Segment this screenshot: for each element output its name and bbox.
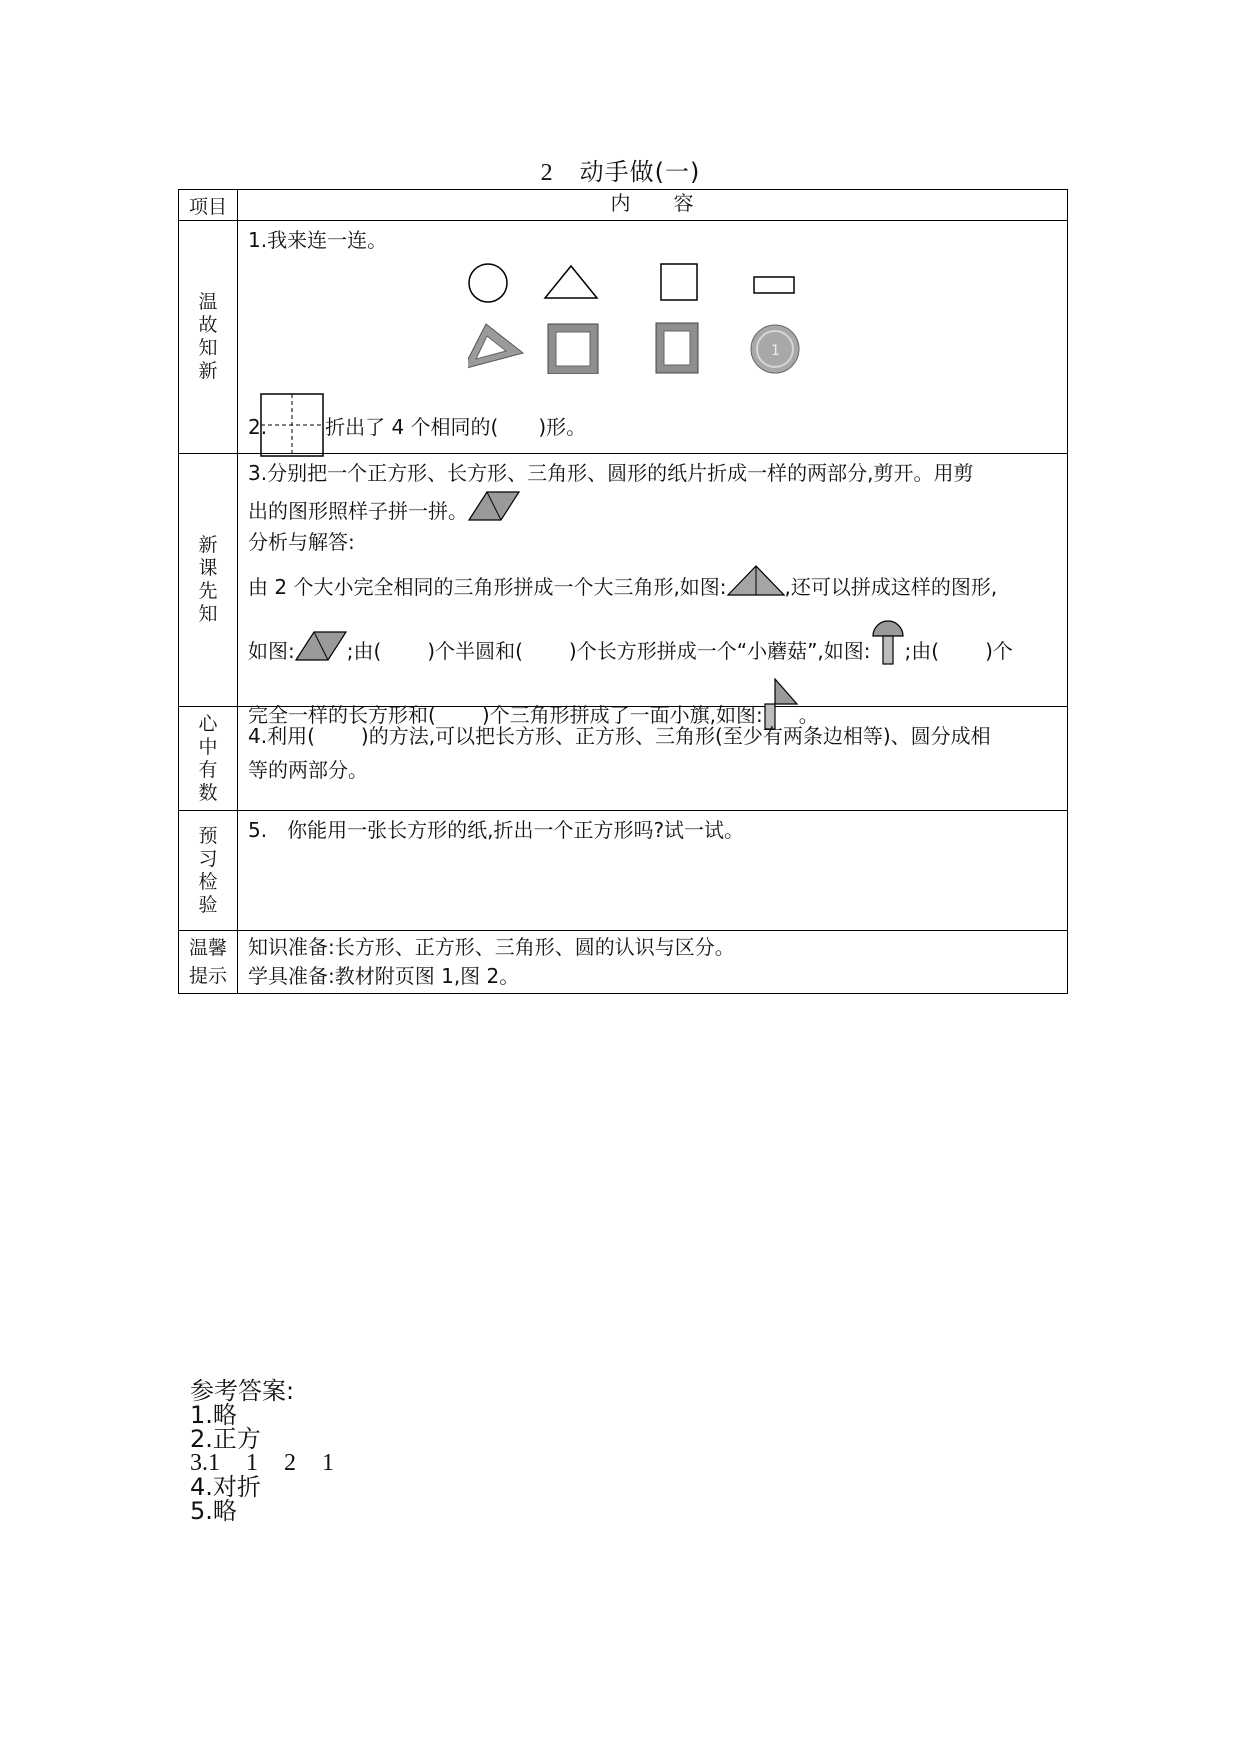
question-3-block [238, 454, 1067, 727]
tips-block [238, 931, 1067, 993]
question-1: 1.我来连一连。 [248, 228, 388, 252]
question-4-text-a: 4.利用( [248, 724, 315, 748]
row-label [179, 931, 238, 994]
svg-text:1: 1 [771, 343, 780, 359]
question-2-text-a: 折出了 4 个相同的( [325, 415, 499, 439]
row-content [238, 707, 1068, 811]
row-content [238, 454, 1068, 727]
row-label-text: 新课先知 [198, 534, 218, 625]
question-5-block [238, 811, 1067, 930]
analysis-line-1-text-b: ,还可以拼成这样的图形, [784, 575, 998, 599]
shape-figures [468, 239, 828, 374]
table-row [179, 221, 1068, 454]
square-frame-icon [548, 324, 598, 374]
row-content [238, 931, 1068, 994]
answer-3-part: 3.1 [190, 1450, 220, 1476]
answer-5: 5.略 [190, 1497, 237, 1525]
question-4-text-b: )的方法,可以把长方形、正方形、三角形(至少有两条边相等)、圆分成相 [360, 724, 991, 748]
question-1-block [238, 221, 1067, 453]
mushroom-icon [871, 616, 905, 666]
row-label [179, 454, 238, 707]
table-row [179, 811, 1068, 931]
table-row [179, 931, 1068, 994]
analysis-line-2 [248, 616, 1057, 668]
question-4-line-1 [248, 719, 1057, 753]
square-icon [661, 264, 697, 300]
analysis-heading: 分析与解答: [248, 530, 355, 554]
table-row [179, 707, 1068, 811]
row-label-text: 温故知新 [198, 291, 218, 382]
question-2 [248, 410, 586, 444]
analysis-line-3-text-b: )个三角形拼成了一面小旗,如图: [481, 703, 763, 727]
rectangle-icon [754, 277, 794, 293]
table-row [179, 454, 1068, 707]
tip-materials: 学具准备:教材附页图 1,图 2。 [248, 964, 520, 988]
analysis-line-2-text-a: 如图: [248, 639, 295, 663]
header-item: 项目 [179, 190, 238, 221]
analysis-line-3-text-a: 完全一样的长方形和( [248, 703, 436, 727]
analysis-line-2-text-d: )个长方形拼成一个“小蘑菇”,如图: [568, 639, 871, 663]
question-3-line-2-text: 出的图形照样子拼一拼。 [248, 499, 468, 523]
header-content-cell [238, 190, 1068, 221]
analysis-line-2-text-e: ;由( [904, 639, 940, 663]
header-content: 内 容 [610, 191, 695, 215]
row-label [179, 221, 238, 454]
question-2-number: 2. [248, 415, 268, 439]
question-3-line-1: 3.分别把一个正方形、长方形、三角形、圆形的纸片折成一样的两部分,剪开。用剪 [248, 461, 974, 485]
row-label [179, 811, 238, 931]
row-label-text: 心中有数 [198, 712, 218, 804]
set-square-icon [468, 324, 523, 369]
row-content [238, 221, 1068, 454]
title-text: 动手做(一) [579, 158, 701, 186]
question-3-line-2 [248, 490, 1057, 528]
row-label-line-1: 温馨 [188, 937, 227, 959]
answer-2: 2.正方 [190, 1425, 261, 1453]
analysis-line-1 [248, 564, 1057, 604]
table-header-row [179, 190, 1068, 221]
question-2-text-b: )形。 [538, 415, 587, 439]
parallelogram-icon [295, 630, 347, 662]
analysis-line-1-text-a: 由 2 个大小完全相同的三角形拼成一个大三角形,如图: [248, 575, 727, 599]
answer-3-part: 1 [246, 1450, 258, 1476]
answer-3 [190, 1451, 334, 1475]
row-content [238, 811, 1068, 931]
analysis-line-2-text-b: ;由( [346, 639, 382, 663]
worksheet-table [178, 189, 1068, 994]
coin-icon [751, 325, 799, 373]
triangle-icon [545, 266, 597, 298]
answer-key-heading: 参考答案: [190, 1377, 295, 1405]
page-title [0, 152, 1241, 187]
row-label [179, 707, 238, 811]
title-number: 2 [540, 160, 554, 186]
question-4-block [238, 707, 1067, 810]
row-label-line-2: 提示 [188, 965, 227, 987]
row-label-text: 预习检验 [198, 824, 218, 916]
answer-1: 1.略 [190, 1401, 237, 1429]
answer-3-part: 2 [284, 1450, 296, 1476]
question-5: 5. 你能用一张长方形的纸,折出一个正方形吗?试一试。 [248, 818, 745, 842]
parallelogram-icon [468, 490, 520, 522]
question-4-line-2: 等的两部分。 [248, 758, 368, 782]
answer-key [190, 1379, 334, 1523]
answer-4: 4.对折 [190, 1473, 261, 1501]
tip-knowledge: 知识准备:长方形、正方形、三角形、圆的认识与区分。 [248, 935, 735, 959]
big-triangle-icon [727, 564, 785, 596]
analysis-line-2-text-f: )个 [985, 639, 1013, 663]
answer-3-part: 1 [322, 1450, 334, 1476]
analysis-line-3-text-c: 。 [798, 703, 819, 727]
rectangular-frame-icon [656, 323, 698, 373]
analysis-line-2-text-c: )个半圆和( [427, 639, 523, 663]
circle-icon [469, 264, 507, 302]
